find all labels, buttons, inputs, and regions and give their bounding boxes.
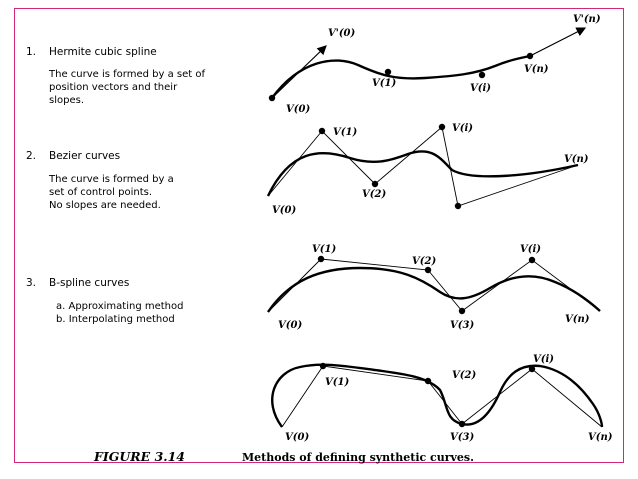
bspline-label-vi: V(i) bbox=[520, 244, 542, 255]
bspline-label-vn: V(n) bbox=[565, 314, 590, 325]
bspline-label-v1: V(1) bbox=[312, 244, 337, 255]
section-2-desc-line-2: set of control points. bbox=[49, 187, 153, 198]
interp-point-v3 bbox=[459, 421, 465, 427]
section-1-number: 1. bbox=[26, 46, 37, 58]
section-bspline bbox=[26, 244, 600, 331]
bezier-label-vi: V(i) bbox=[452, 123, 474, 134]
section-1-desc-line-3: slopes. bbox=[49, 95, 84, 106]
bezier-control-polygon bbox=[268, 127, 578, 206]
caption-figure-number: FIGURE 3.14 bbox=[94, 449, 186, 464]
bezier-point-v1 bbox=[319, 128, 325, 134]
hermite-label-tangent-start: V'(0) bbox=[328, 28, 356, 39]
hermite-point-vn bbox=[527, 53, 533, 59]
bezier-label-v1: V(1) bbox=[333, 127, 358, 138]
bspline-label-v3: V(3) bbox=[450, 320, 475, 331]
interp-label-vi: V(i) bbox=[533, 354, 555, 365]
section-bspline-interpolating bbox=[272, 354, 613, 443]
bezier-label-vn: V(n) bbox=[564, 154, 589, 165]
interp-label-v0: V(0) bbox=[285, 432, 310, 443]
bspline-curve bbox=[268, 268, 600, 312]
bezier-label-v2: V(2) bbox=[362, 189, 387, 200]
hermite-tangent-start bbox=[272, 46, 326, 98]
bspline-point-v2 bbox=[425, 267, 431, 273]
bspline-point-v3 bbox=[459, 308, 465, 314]
bezier-point-end-control bbox=[455, 203, 461, 209]
hermite-label-v1: V(1) bbox=[372, 78, 397, 89]
section-2-number: 2. bbox=[26, 150, 37, 162]
interp-point-v1 bbox=[320, 363, 326, 369]
section-hermite bbox=[26, 14, 601, 115]
bspline-label-v0: V(0) bbox=[278, 320, 303, 331]
section-2-desc-line-1: The curve is formed by a bbox=[49, 174, 174, 185]
section-3-option-a: a. Approximating method bbox=[56, 301, 184, 312]
bezier-point-vi bbox=[439, 124, 445, 130]
hermite-point-v0 bbox=[269, 95, 275, 101]
section-2-desc-line-3: No slopes are needed. bbox=[49, 200, 161, 211]
caption-text: Methods of defining synthetic curves. bbox=[242, 451, 474, 464]
bezier-point-v2 bbox=[372, 181, 378, 187]
hermite-label-vi: V(i) bbox=[470, 83, 492, 94]
section-1-desc-line-2: position vectors and their bbox=[49, 82, 178, 93]
hermite-label-tangent-end: V'(n) bbox=[573, 14, 601, 25]
bspline-label-v2: V(2) bbox=[412, 256, 437, 267]
section-2-title: Bezier curves bbox=[49, 150, 121, 162]
section-3-number: 3. bbox=[26, 277, 37, 289]
interp-label-vn: V(n) bbox=[588, 432, 613, 443]
bspline-point-v1 bbox=[318, 256, 324, 262]
hermite-point-v1 bbox=[385, 69, 391, 75]
section-1-title: Hermite cubic spline bbox=[49, 46, 157, 58]
section-1-desc-line-1: The curve is formed by a set of bbox=[49, 69, 205, 80]
interp-point-v2 bbox=[425, 378, 431, 384]
interp-curve bbox=[272, 365, 602, 427]
section-3-option-b: b. Interpolating method bbox=[56, 314, 175, 325]
section-3-title: B-spline curves bbox=[49, 277, 130, 289]
interp-label-v1: V(1) bbox=[325, 377, 350, 388]
interp-label-v3: V(3) bbox=[450, 432, 475, 443]
hermite-tangent-end bbox=[530, 28, 585, 56]
section-bezier bbox=[26, 123, 589, 216]
bezier-curve bbox=[268, 151, 578, 196]
hermite-curve bbox=[272, 56, 530, 98]
figure-caption bbox=[93, 449, 474, 464]
interp-point-vi bbox=[529, 366, 535, 372]
hermite-point-vi bbox=[479, 72, 485, 78]
interp-label-v2: V(2) bbox=[452, 370, 477, 381]
bspline-point-vi bbox=[529, 257, 535, 263]
hermite-label-v0: V(0) bbox=[286, 104, 311, 115]
hermite-label-vn: V(n) bbox=[524, 64, 549, 75]
bezier-label-v0: V(0) bbox=[272, 205, 297, 216]
